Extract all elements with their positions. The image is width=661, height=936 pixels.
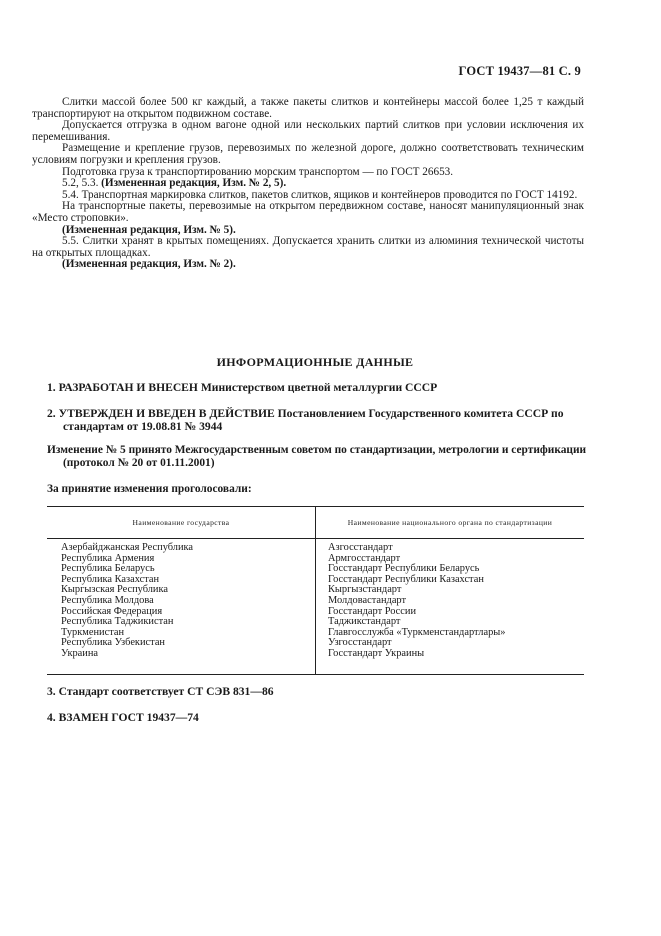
state-cell: Республика Армения	[61, 552, 155, 564]
table-header-state: Наименование государства	[132, 518, 230, 527]
body-cell: Госстандарт России	[328, 605, 417, 617]
info-item-2-line2: стандартам от 19.08.81 № 3944	[63, 420, 223, 433]
state-column	[61, 543, 193, 660]
body-cell: Кыргызстандарт	[328, 584, 402, 596]
state-cell: Республика Беларусь	[61, 563, 155, 575]
info-item-2	[47, 407, 587, 433]
body-cell: Азгосстандарт	[328, 542, 393, 553]
body-text	[32, 97, 584, 271]
body-cell: Госстандарт Украины	[328, 647, 425, 659]
state-cell: Кыргызская Республика	[61, 584, 168, 596]
section-title: ИНФОРМАЦИОННЫЕ ДАННЫЕ	[216, 355, 414, 369]
revision-note: (Измененная редакция, Изм. № 2).	[62, 258, 236, 271]
info-item-4: 4. ВЗАМЕН ГОСТ 19437—74	[47, 711, 199, 724]
standards-body-column	[328, 543, 505, 660]
clause-number: 5.2, 5.3.	[62, 177, 99, 190]
paragraph: На транспортные пакеты, перевозимые на открытом передвижном составе, наносят манипуляционный знак «Место строповки».	[32, 200, 584, 224]
paragraph: Подготовка груза к транспортированию морским транспортом — по ГОСТ 26653.	[62, 165, 454, 178]
info-item-2-line1: 2. УТВЕРЖДЕН И ВВЕДЕН В ДЕЙСТВИЕ Постановлением Государственного комитета СССР по	[47, 407, 564, 420]
body-cell: Госстандарт Республики Казахстан	[328, 573, 484, 585]
revision-note: (Измененная редакция, Изм. № 2, 5).	[101, 177, 287, 190]
paragraph: Допускается отгрузка в одном вагоне одной или нескольких партий слитков при условии исключения их перемешивания.	[32, 119, 584, 143]
voting-table	[47, 506, 584, 675]
voted-heading: За принятие изменения проголосовали:	[47, 483, 252, 495]
state-cell: Российская Федерация	[61, 605, 163, 617]
state-cell: Республика Казахстан	[61, 573, 160, 585]
body-cell: Узгосстандарт	[328, 637, 392, 649]
header-divider	[47, 538, 584, 539]
page-header: ГОСТ 19437—81 С. 9	[458, 64, 581, 78]
info-item-3: 3. Стандарт соответствует СТ СЭВ 831—86	[47, 685, 274, 698]
column-divider	[315, 507, 316, 674]
amendment-note	[47, 444, 587, 470]
state-cell: Республика Молдова	[61, 594, 154, 606]
body-cell: Таджикстандарт	[328, 616, 401, 628]
body-cell: Госстандарт Республики Беларусь	[328, 563, 480, 575]
body-cell: Молдовастандарт	[328, 594, 407, 606]
state-cell: Республика Узбекистан	[61, 637, 165, 649]
paragraph: 5.5. Слитки хранят в крытых помещениях. Допускается хранить слитки из алюминия технической чистоты на открытых площадках.	[32, 235, 584, 259]
amendment-line1: Изменение № 5 принято Межгосударственным советом по стандартизации, метрологии и сертификации	[47, 444, 587, 456]
paragraph	[32, 178, 584, 190]
paragraph: Слитки массой более 500 кг каждый, а также пакеты слитков и контейнеры массой более 1,25 т каждый транспортируют на открытом подвижном составе.	[32, 96, 584, 120]
state-cell: Республика Таджикистан	[61, 616, 174, 628]
state-cell: Азербайджанская Республика	[61, 542, 194, 553]
paragraph: Размещение и крепление грузов, перевозимых по железной дороге, должно соответствовать техническим условиям погрузки и крепления грузов.	[32, 142, 584, 166]
paragraph: 5.4. Транспортная маркировка слитков, пакетов слитков, ящиков и контейнеров проводится по ГОСТ 14192.	[62, 188, 578, 201]
state-cell: Туркменистан	[61, 626, 125, 638]
revision-note: (Измененная редакция, Изм. № 5).	[62, 223, 236, 236]
info-item-1: 1. РАЗРАБОТАН И ВНЕСЕН Министерством цветной металлургии СССР	[47, 381, 438, 394]
body-cell: Армгосстандарт	[328, 552, 401, 564]
body-cell: Главгосслужба «Туркменстандартлары»	[328, 626, 506, 638]
state-cell: Украина	[61, 647, 99, 659]
table-header-body: Наименование национального органа по стандартизации	[347, 518, 553, 527]
amendment-line2: (протокол № 20 от 01.11.2001)	[63, 457, 215, 469]
